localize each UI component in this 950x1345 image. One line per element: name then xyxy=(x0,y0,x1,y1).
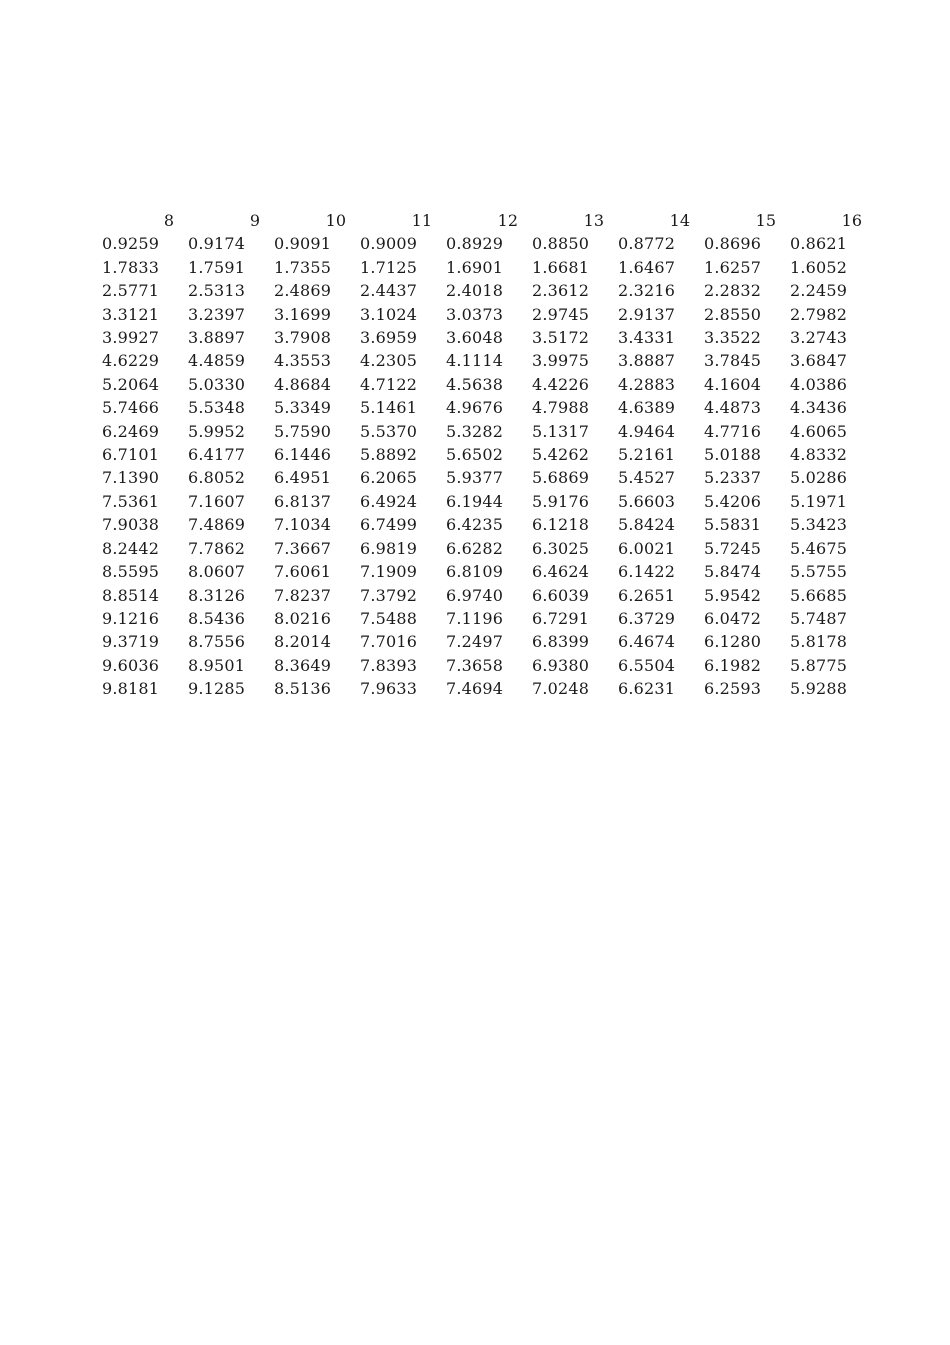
table-cell: 6.9740 xyxy=(446,585,504,605)
table-cell: 4.9464 xyxy=(618,421,676,441)
table-cell: 0.9259 xyxy=(102,234,160,254)
column-header: 9 xyxy=(249,211,260,230)
table-cell: 5.7590 xyxy=(274,421,332,441)
table-cell: 3.6048 xyxy=(446,328,504,348)
table-cell: 5.5755 xyxy=(790,562,848,582)
table-cell: 5.2064 xyxy=(102,374,160,394)
table-cell: 6.6231 xyxy=(618,679,676,699)
table-cell: 5.8424 xyxy=(618,515,676,535)
table-cell: 7.1909 xyxy=(360,562,418,582)
table-cell: 5.2161 xyxy=(618,445,676,465)
table-cell: 5.7487 xyxy=(790,608,848,628)
table-cell: 2.5313 xyxy=(188,281,246,301)
table-cell: 5.7466 xyxy=(102,398,160,418)
table-cell: 4.6389 xyxy=(618,398,676,418)
table-cell: 7.0248 xyxy=(532,679,590,699)
table-cell: 2.2832 xyxy=(704,281,762,301)
table-cell: 6.8052 xyxy=(188,468,246,488)
table-cell: 5.9542 xyxy=(704,585,762,605)
table-cell: 6.1280 xyxy=(704,632,762,652)
table-cell: 6.9819 xyxy=(360,538,418,558)
table-cell: 5.4206 xyxy=(704,491,762,511)
table-cell: 4.3436 xyxy=(790,398,848,418)
table-row xyxy=(98,466,872,489)
table-cell: 2.3216 xyxy=(618,281,676,301)
column-header: 16 xyxy=(841,211,862,230)
table-cell: 5.3349 xyxy=(274,398,332,418)
table-cell: 6.4951 xyxy=(274,468,332,488)
table-cell: 1.6257 xyxy=(704,257,762,277)
table-row xyxy=(98,607,872,630)
table-cell: 8.0607 xyxy=(188,562,246,582)
table-cell: 2.5771 xyxy=(102,281,160,301)
column-header: 13 xyxy=(583,211,604,230)
table-cell: 5.6869 xyxy=(532,468,590,488)
table-cell: 4.2305 xyxy=(360,351,418,371)
table-cell: 4.1114 xyxy=(446,351,504,371)
table-cell: 6.4674 xyxy=(618,632,676,652)
table-cell: 2.3612 xyxy=(532,281,590,301)
column-header: 12 xyxy=(497,211,518,230)
table-row xyxy=(98,349,872,372)
table-cell: 2.4437 xyxy=(360,281,418,301)
table-body xyxy=(98,232,872,700)
table-cell: 1.6681 xyxy=(532,257,590,277)
table-cell: 3.4331 xyxy=(618,328,676,348)
table-cell: 5.4527 xyxy=(618,468,676,488)
table-cell: 7.9633 xyxy=(360,679,418,699)
table-cell: 6.3025 xyxy=(532,538,590,558)
table-cell: 3.8887 xyxy=(618,351,676,371)
table-cell: 6.3729 xyxy=(618,608,676,628)
table-cell: 3.7908 xyxy=(274,328,332,348)
table-cell: 5.9377 xyxy=(446,468,504,488)
table-cell: 4.9676 xyxy=(446,398,504,418)
table-cell: 6.4177 xyxy=(188,445,246,465)
table-cell: 6.4235 xyxy=(446,515,504,535)
table-cell: 4.4859 xyxy=(188,351,246,371)
table-cell: 4.3553 xyxy=(274,351,332,371)
table-cell: 5.9176 xyxy=(532,491,590,511)
column-header: 15 xyxy=(755,211,776,230)
annuity-factor-table-region xyxy=(98,209,868,701)
table-cell: 6.6039 xyxy=(532,585,590,605)
table-cell: 0.9091 xyxy=(274,234,332,254)
table-cell: 7.9038 xyxy=(102,515,160,535)
table-cell: 3.2397 xyxy=(188,304,246,324)
table-cell: 5.1971 xyxy=(790,491,848,511)
table-cell: 8.3649 xyxy=(274,655,332,675)
column-header: 11 xyxy=(411,211,432,230)
table-cell: 0.9009 xyxy=(360,234,418,254)
table-cell: 5.8474 xyxy=(704,562,762,582)
table-cell: 9.6036 xyxy=(102,655,160,675)
table-cell: 7.1390 xyxy=(102,468,160,488)
table-cell: 8.5595 xyxy=(102,562,160,582)
table-cell: 3.1699 xyxy=(274,304,332,324)
table-cell: 6.1218 xyxy=(532,515,590,535)
table-cell: 5.4262 xyxy=(532,445,590,465)
table-cell: 7.2497 xyxy=(446,632,504,652)
table-cell: 6.8399 xyxy=(532,632,590,652)
table-cell: 4.7122 xyxy=(360,374,418,394)
table-cell: 8.8514 xyxy=(102,585,160,605)
table-cell: 7.5361 xyxy=(102,491,160,511)
table-cell: 0.8621 xyxy=(790,234,848,254)
table-cell: 3.1024 xyxy=(360,304,418,324)
table-cell: 1.7833 xyxy=(102,257,160,277)
table-cell: 5.5831 xyxy=(704,515,762,535)
table-row xyxy=(98,537,872,560)
table-row xyxy=(98,303,872,326)
table-row xyxy=(98,490,872,513)
table-cell: 4.6229 xyxy=(102,351,160,371)
table-cell: 7.5488 xyxy=(360,608,418,628)
table-cell: 4.7716 xyxy=(704,421,762,441)
table-cell: 7.1196 xyxy=(446,608,504,628)
table-row xyxy=(98,279,872,302)
table-cell: 1.7355 xyxy=(274,257,332,277)
table-cell: 5.0286 xyxy=(790,468,848,488)
table-cell: 4.5638 xyxy=(446,374,504,394)
table-cell: 6.2469 xyxy=(102,421,160,441)
table-row xyxy=(98,443,872,466)
table-cell: 6.9380 xyxy=(532,655,590,675)
table-cell: 5.7245 xyxy=(704,538,762,558)
table-cell: 6.1982 xyxy=(704,655,762,675)
table-cell: 5.6603 xyxy=(618,491,676,511)
table-cell: 8.5136 xyxy=(274,679,332,699)
table-row xyxy=(98,560,872,583)
table-cell: 7.7862 xyxy=(188,538,246,558)
table-cell: 9.1216 xyxy=(102,608,160,628)
table-cell: 7.7016 xyxy=(360,632,418,652)
table-cell: 8.3126 xyxy=(188,585,246,605)
column-header: 8 xyxy=(163,211,174,230)
table-cell: 1.7125 xyxy=(360,257,418,277)
table-row xyxy=(98,654,872,677)
table-row xyxy=(98,232,872,255)
table-cell: 7.3667 xyxy=(274,538,332,558)
table-cell: 8.2442 xyxy=(102,538,160,558)
table-cell: 5.5348 xyxy=(188,398,246,418)
header-row xyxy=(98,209,872,232)
table-cell: 5.9952 xyxy=(188,421,246,441)
table-cell: 3.3121 xyxy=(102,304,160,324)
table-cell: 3.8897 xyxy=(188,328,246,348)
table-cell: 6.1944 xyxy=(446,491,504,511)
table-cell: 5.1317 xyxy=(532,421,590,441)
table-row xyxy=(98,630,872,653)
table-cell: 5.5370 xyxy=(360,421,418,441)
table-cell: 6.7291 xyxy=(532,608,590,628)
table-cell: 6.2065 xyxy=(360,468,418,488)
table-cell: 6.2593 xyxy=(704,679,762,699)
table-cell: 6.8109 xyxy=(446,562,504,582)
table-cell: 5.6685 xyxy=(790,585,848,605)
table-cell: 7.3658 xyxy=(446,655,504,675)
table-cell: 8.0216 xyxy=(274,608,332,628)
table-cell: 4.4226 xyxy=(532,374,590,394)
table-cell: 8.9501 xyxy=(188,655,246,675)
table-cell: 5.3423 xyxy=(790,515,848,535)
table-cell: 5.2337 xyxy=(704,468,762,488)
table-cell: 6.1446 xyxy=(274,445,332,465)
table-cell: 5.3282 xyxy=(446,421,504,441)
table-cell: 2.9745 xyxy=(532,304,590,324)
table-cell: 6.4924 xyxy=(360,491,418,511)
table-cell: 6.8137 xyxy=(274,491,332,511)
table-cell: 7.4869 xyxy=(188,515,246,535)
table-cell: 7.4694 xyxy=(446,679,504,699)
table-cell: 8.5436 xyxy=(188,608,246,628)
table-cell: 5.0330 xyxy=(188,374,246,394)
table-row xyxy=(98,584,872,607)
table-row xyxy=(98,326,872,349)
table-cell: 5.6502 xyxy=(446,445,504,465)
table-cell: 3.7845 xyxy=(704,351,762,371)
table-row xyxy=(98,396,872,419)
table-cell: 6.5504 xyxy=(618,655,676,675)
table-cell: 6.2651 xyxy=(618,585,676,605)
table-cell: 9.3719 xyxy=(102,632,160,652)
table-cell: 6.0021 xyxy=(618,538,676,558)
table-cell: 1.7591 xyxy=(188,257,246,277)
table-row xyxy=(98,513,872,536)
table-cell: 4.4873 xyxy=(704,398,762,418)
table-cell: 4.7988 xyxy=(532,398,590,418)
table-cell: 4.8332 xyxy=(790,445,848,465)
table-cell: 3.2743 xyxy=(790,328,848,348)
table-cell: 5.1461 xyxy=(360,398,418,418)
table-cell: 4.6065 xyxy=(790,421,848,441)
table-cell: 0.8772 xyxy=(618,234,676,254)
table-cell: 9.8181 xyxy=(102,679,160,699)
table-cell: 7.6061 xyxy=(274,562,332,582)
table-cell: 6.6282 xyxy=(446,538,504,558)
table-cell: 3.0373 xyxy=(446,304,504,324)
annuity-factor-table xyxy=(98,209,872,701)
table-cell: 9.1285 xyxy=(188,679,246,699)
table-cell: 5.4675 xyxy=(790,538,848,558)
column-header: 14 xyxy=(669,211,690,230)
table-cell: 6.7499 xyxy=(360,515,418,535)
table-cell: 7.1034 xyxy=(274,515,332,535)
table-cell: 4.8684 xyxy=(274,374,332,394)
table-cell: 6.1422 xyxy=(618,562,676,582)
table-cell: 3.5172 xyxy=(532,328,590,348)
table-cell: 2.2459 xyxy=(790,281,848,301)
table-cell: 2.4018 xyxy=(446,281,504,301)
table-row xyxy=(98,677,872,700)
table-cell: 1.6052 xyxy=(790,257,848,277)
column-header: 10 xyxy=(325,211,346,230)
table-cell: 3.6847 xyxy=(790,351,848,371)
table-cell: 5.8178 xyxy=(790,632,848,652)
table-row xyxy=(98,373,872,396)
table-cell: 0.8929 xyxy=(446,234,504,254)
table-cell: 3.9927 xyxy=(102,328,160,348)
table-cell: 3.3522 xyxy=(704,328,762,348)
table-cell: 1.6467 xyxy=(618,257,676,277)
table-cell: 2.9137 xyxy=(618,304,676,324)
table-cell: 5.8775 xyxy=(790,655,848,675)
table-row xyxy=(98,256,872,279)
table-cell: 5.0188 xyxy=(704,445,762,465)
table-cell: 2.7982 xyxy=(790,304,848,324)
table-cell: 6.4624 xyxy=(532,562,590,582)
table-cell: 4.2883 xyxy=(618,374,676,394)
table-cell: 4.0386 xyxy=(790,374,848,394)
table-cell: 3.9975 xyxy=(532,351,590,371)
table-cell: 7.8393 xyxy=(360,655,418,675)
table-cell: 5.9288 xyxy=(790,679,848,699)
table-cell: 6.7101 xyxy=(102,445,160,465)
table-row xyxy=(98,420,872,443)
table-cell: 5.8892 xyxy=(360,445,418,465)
table-cell: 6.0472 xyxy=(704,608,762,628)
table-cell: 4.1604 xyxy=(704,374,762,394)
table-cell: 8.7556 xyxy=(188,632,246,652)
table-cell: 8.2014 xyxy=(274,632,332,652)
table-cell: 0.8696 xyxy=(704,234,762,254)
table-cell: 2.8550 xyxy=(704,304,762,324)
table-cell: 1.6901 xyxy=(446,257,504,277)
table-cell: 0.8850 xyxy=(532,234,590,254)
table-cell: 7.3792 xyxy=(360,585,418,605)
table-cell: 7.1607 xyxy=(188,491,246,511)
table-cell: 7.8237 xyxy=(274,585,332,605)
table-cell: 0.9174 xyxy=(188,234,246,254)
table-cell: 3.6959 xyxy=(360,328,418,348)
table-cell: 2.4869 xyxy=(274,281,332,301)
